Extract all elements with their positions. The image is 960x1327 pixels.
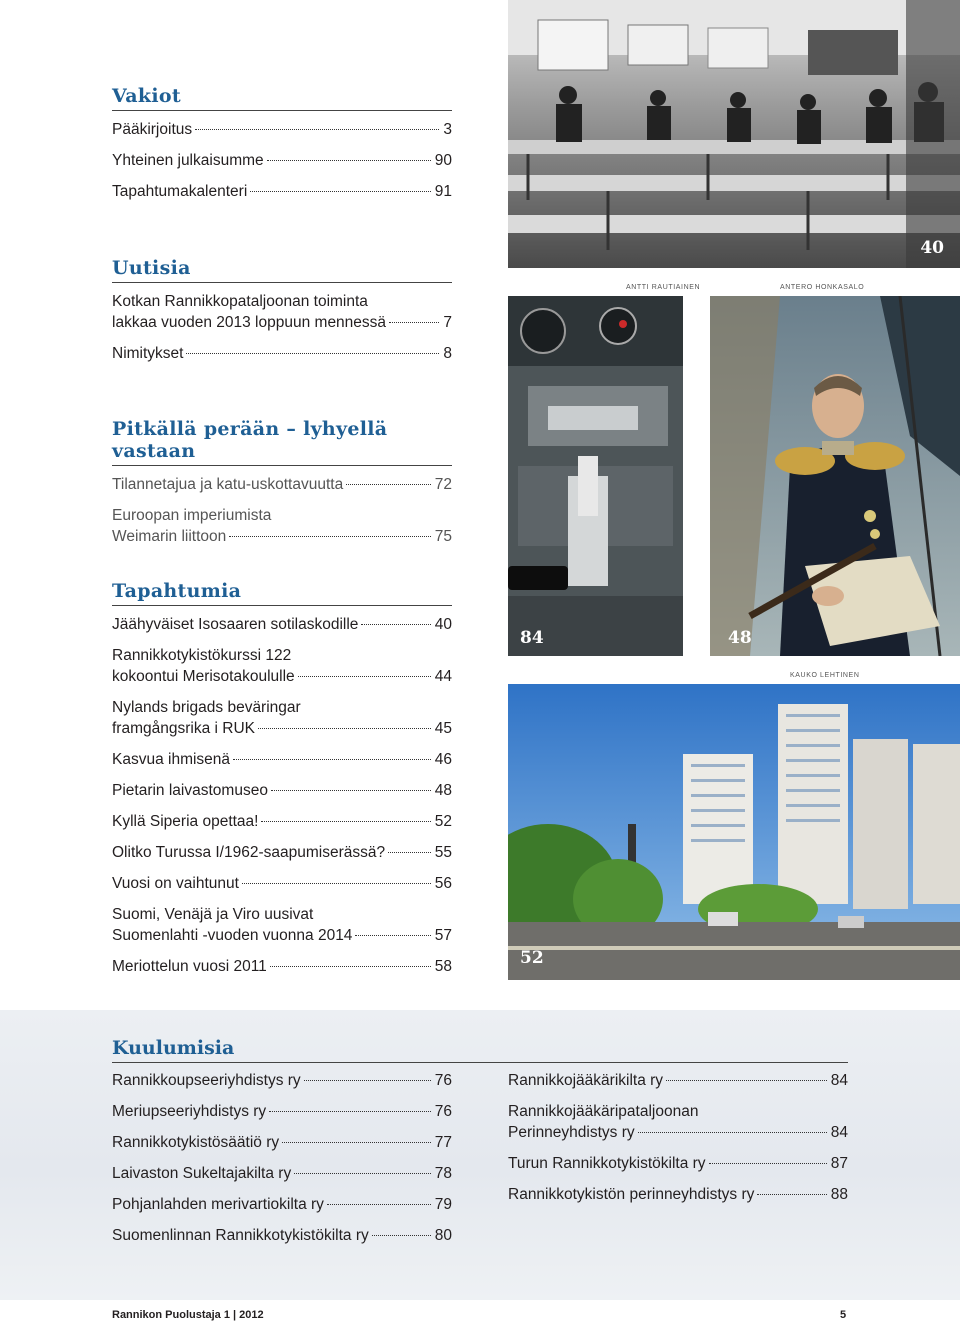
toc-entry[interactable] (112, 1225, 452, 1246)
toc-entry-title: Meriottelun vuosi 2011 (112, 958, 267, 975)
toc-entry[interactable] (112, 1132, 452, 1153)
toc-entry-title: Rannikkojääkärikilta ry (508, 1072, 664, 1089)
kuulumisia-right-column (508, 1070, 848, 1215)
toc-entry-title: Vuosi on vaihtunut (112, 875, 239, 892)
toc-entry-page: 48 (434, 782, 452, 799)
toc-entry-page: 76 (434, 1072, 452, 1089)
toc-entry-title: Rannikkotykistön perinneyhdistys ry (508, 1186, 755, 1203)
section-vakiot (112, 85, 452, 212)
toc-entry[interactable] (112, 645, 452, 687)
toc-entry-page: 87 (830, 1155, 848, 1172)
toc-entry-page: 72 (434, 476, 452, 493)
footer-page-number: 5 (840, 1309, 847, 1321)
photo-page-number: 52 (520, 948, 544, 968)
toc-entry-title: Laivaston Sukeltajakilta ry (112, 1165, 292, 1182)
toc-entry[interactable] (112, 150, 452, 171)
toc-entry-page: 88 (830, 1186, 848, 1203)
photo-page-number: 84 (520, 628, 544, 648)
toc-entry-title-line1: Kotkan Rannikkopataljoonan toiminta (112, 293, 368, 310)
section-uutisia (112, 257, 452, 374)
toc-entry-title: Rannikkoupseeriyhdistys ry (112, 1072, 301, 1089)
photo-credit: ANTERO HONKASALO (780, 284, 865, 291)
toc-entry-title: kokoontui Merisotakoululle (112, 668, 295, 685)
toc-entry-title: Nimitykset (112, 345, 184, 362)
photo-credit: KAUKO LEHTINEN (790, 672, 860, 679)
toc-entry-title: Pääkirjoitus (112, 121, 193, 138)
toc-entry[interactable] (508, 1070, 848, 1091)
toc-entry-page: 8 (443, 345, 452, 362)
toc-entry[interactable] (112, 181, 452, 202)
toc-entry-title: Kasvua ihmisenä (112, 751, 231, 768)
toc-entry[interactable] (112, 505, 452, 547)
toc-entry[interactable] (112, 614, 452, 635)
kuulumisia-left-column (112, 1070, 452, 1256)
toc-entry-title-line1: Nylands brigads beväringar (112, 699, 301, 716)
toc-entry[interactable] (112, 873, 452, 894)
portrait-painting[interactable] (710, 296, 960, 656)
toc-entry-title-line1: Rannikkojääkäripataljoonan (508, 1103, 699, 1120)
toc-entry[interactable] (112, 291, 452, 333)
toc-entry-page: 57 (434, 927, 452, 944)
section-tapahtumia (112, 580, 452, 987)
toc-entry[interactable] (112, 780, 452, 801)
toc-entry-page: 84 (830, 1072, 848, 1089)
toc-entry[interactable] (112, 749, 452, 770)
toc-entry-page: 40 (434, 616, 452, 633)
toc-entry-title-line1: Rannikkotykistökurssi 122 (112, 647, 292, 664)
toc-entry-title: lakkaa vuoden 2013 loppuun mennessä (112, 314, 387, 331)
toc-entry-title: Meriupseeriyhdistys ry (112, 1103, 267, 1120)
toc-entry[interactable] (112, 343, 452, 364)
section-pitkalla (112, 418, 452, 557)
toc-entry[interactable] (112, 1163, 452, 1184)
toc-entry[interactable] (112, 904, 452, 946)
section-title-tapahtumia: Tapahtumia (112, 580, 452, 606)
toc-entry-title: Olitko Turussa I/1962-saapumiserässä? (112, 844, 386, 861)
toc-entry-page: 75 (434, 528, 452, 545)
toc-entry[interactable] (112, 956, 452, 977)
section-title-kuulumisia: Kuulumisia (112, 1037, 848, 1063)
toc-entry-title: Yhteinen julkaisumme (112, 152, 264, 169)
toc-entry-title: Perinneyhdistys ry (508, 1124, 635, 1141)
toc-entry-page: 55 (434, 844, 452, 861)
toc-entry-title: Weimarin liittoon (112, 528, 227, 545)
toc-entry[interactable] (112, 119, 452, 140)
toc-entry-page: 3 (443, 121, 452, 138)
toc-entry[interactable] (112, 1070, 452, 1091)
toc-entry-title: Tapahtumakalenteri (112, 183, 248, 200)
toc-entry-title: Suomenlahti -vuoden vuonna 2014 (112, 927, 353, 944)
toc-entry[interactable] (112, 1194, 452, 1215)
toc-entry[interactable] (508, 1153, 848, 1174)
toc-entry-title: Rannikkotykistösäätiö ry (112, 1134, 280, 1151)
toc-entry-page: 56 (434, 875, 452, 892)
toc-entry-page: 91 (434, 183, 452, 200)
toc-entry-page: 52 (434, 813, 452, 830)
city-photo[interactable] (508, 684, 960, 980)
toc-entry-page: 44 (434, 668, 452, 685)
toc-entry-page: 77 (434, 1134, 452, 1151)
toc-entry[interactable] (508, 1184, 848, 1205)
toc-entry[interactable] (112, 811, 452, 832)
toc-entry-page: 79 (434, 1196, 452, 1213)
toc-entry-page: 45 (434, 720, 452, 737)
toc-entry[interactable] (112, 474, 452, 495)
toc-entry[interactable] (112, 842, 452, 863)
toc-entry-page: 46 (434, 751, 452, 768)
toc-entry-title: Suomenlinnan Rannikkotykistökilta ry (112, 1227, 369, 1244)
toc-entry-title: framgångsrika i RUK (112, 720, 255, 737)
photo-credit: ANTTI RAUTIAINEN (626, 284, 701, 291)
footer-magazine: Rannikon Puolustaja 1 | 2012 (112, 1309, 264, 1321)
toc-entry-page: 80 (434, 1227, 452, 1244)
section-title-vakiot: Vakiot (112, 85, 452, 111)
photo-page-number: 48 (728, 628, 752, 648)
toc-entry[interactable] (508, 1101, 848, 1143)
section-title-uutisia: Uutisia (112, 257, 452, 283)
toc-entry-title: Turun Rannikkotykistökilta ry (508, 1155, 706, 1172)
toc-entry-title: Pietarin laivastomuseo (112, 782, 268, 799)
toc-entry-page: 78 (434, 1165, 452, 1182)
mess-hall-photo[interactable] (508, 0, 960, 268)
toc-entry-title: Kyllä Siperia opettaa! (112, 813, 259, 830)
toc-entry-title-line1: Euroopan imperiumista (112, 507, 272, 524)
toc-entry-title: Jäähyväiset Isosaaren sotilaskodille (112, 616, 359, 633)
photo-page-number: 40 (920, 238, 944, 258)
toc-entry-title: Tilannetajua ja katu-uskottavuutta (112, 476, 344, 493)
toc-entry-page: 84 (830, 1124, 848, 1141)
toc-entry-page: 90 (434, 152, 452, 169)
toc-entry-title-line1: Suomi, Venäjä ja Viro uusivat (112, 906, 314, 923)
toc-entry-page: 76 (434, 1103, 452, 1120)
toc-entry-page: 58 (434, 958, 452, 975)
section-title-pitkalla: Pitkällä perään – lyhyellä vastaan (112, 418, 452, 466)
toc-entry[interactable] (112, 697, 452, 739)
toc-entry-title: Pohjanlahden merivartiokilta ry (112, 1196, 324, 1213)
toc-entry-page: 7 (443, 314, 452, 331)
cockpit-photo[interactable] (508, 296, 683, 656)
toc-entry[interactable] (112, 1101, 452, 1122)
